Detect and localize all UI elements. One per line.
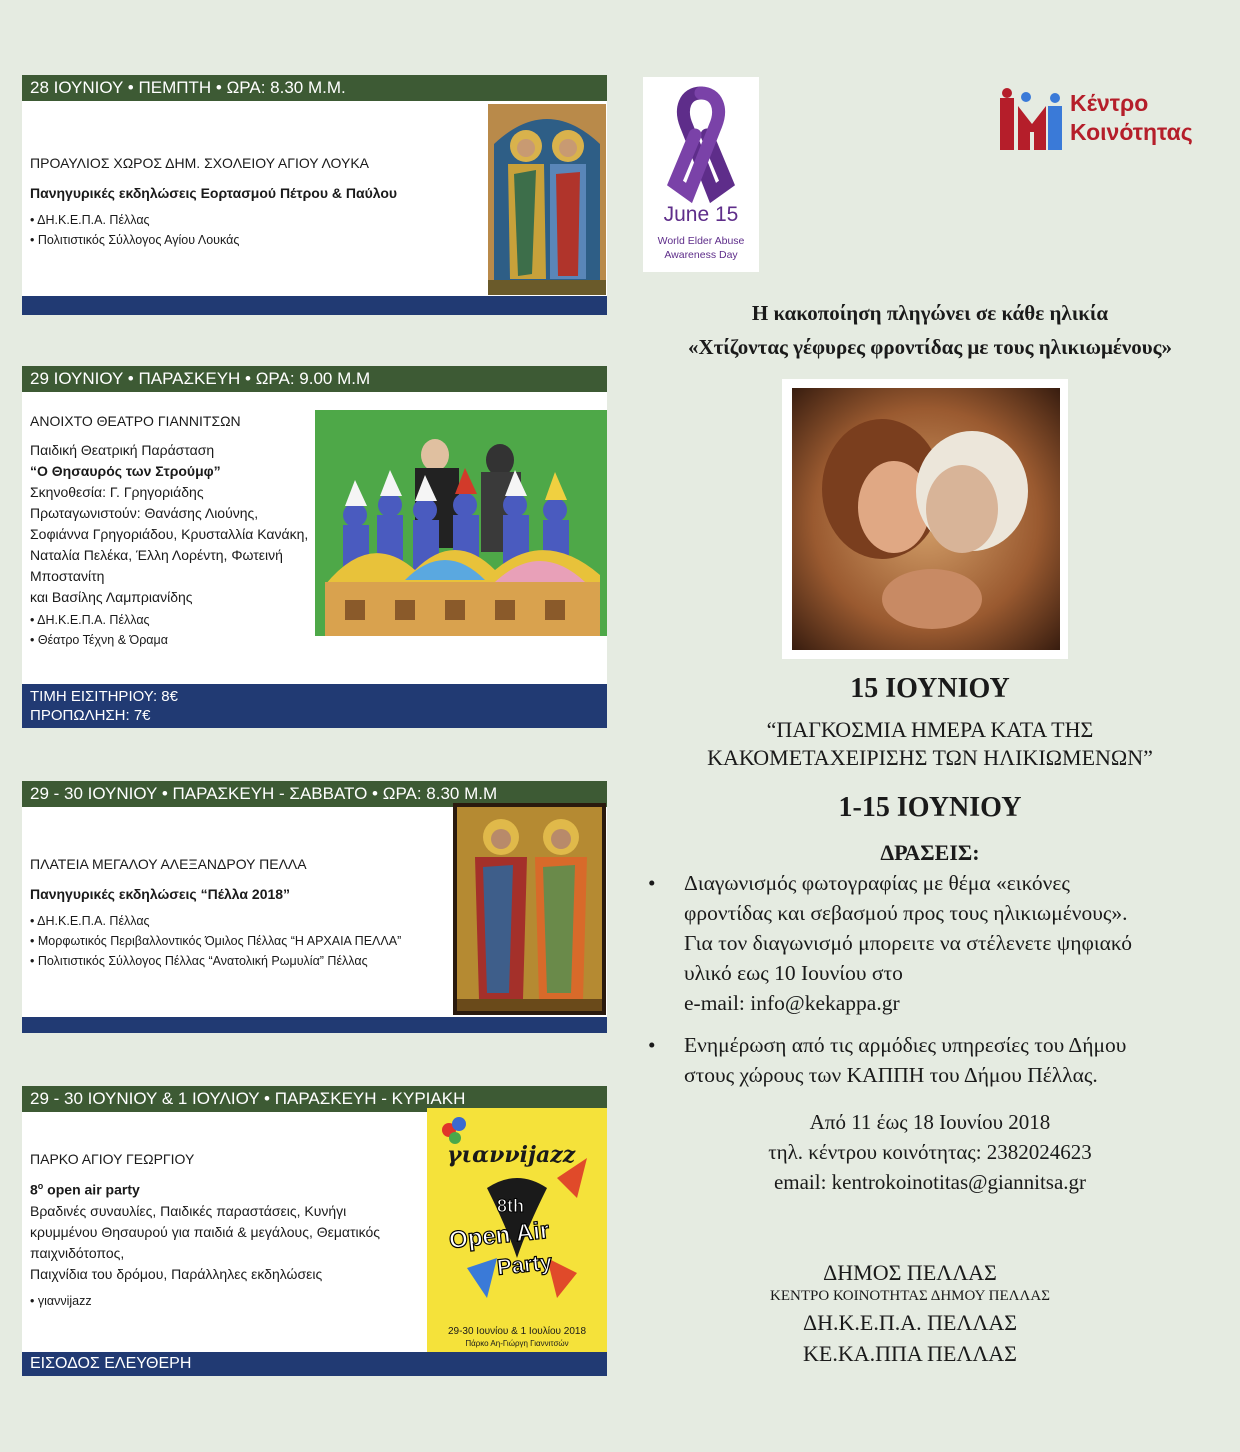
action-item — [648, 868, 1228, 1018]
people-logo-icon — [998, 88, 1064, 154]
event-footer-bar — [22, 1352, 607, 1376]
icon-saints-peter-paul-image — [488, 104, 606, 295]
organizer-list — [30, 210, 490, 250]
organizer-item: • Πολιτιστικός Σύλλογος Αγίου Λουκάς — [30, 230, 490, 250]
event-header: 28 ΙΟΥΝΙΟΥ • ΠΕΜΠΤΗ • ΩΡΑ: 8.30 Μ.Μ. — [22, 75, 607, 101]
event-detail: Ναταλία Πελέκα, Έλλη Λορέντη, Φωτεινή — [30, 547, 283, 563]
day-date: 15 ΙΟΥΝΙΟΥ — [850, 673, 1010, 704]
event-venue: ΠΑΡΚΟ ΑΓΙΟΥ ΓΕΩΡΓΙΟΥ — [30, 1151, 195, 1167]
smurfs-play-image — [315, 410, 607, 636]
footer-line-1: ΔΗΜΟΣ ΠΕΛΛΑΣ — [823, 1260, 997, 1285]
event-title: Πανηγυρικές εκδηλώσεις Εορτασμού Πέτρου & Παύλου — [30, 185, 398, 201]
event-detail: κρυμμένου Θησαυρού για παιδιά & μεγάλους, Θεματικός — [30, 1223, 381, 1240]
event-body — [30, 1149, 430, 1311]
footer-line-3: ΔΗ.Κ.Ε.Π.Α. ΠΕΛΛΑΣ — [802, 1310, 1018, 1335]
poster-line-3: Party — [495, 1249, 554, 1280]
event-detail: Σκηνοθεσία: Γ. Γρηγοριάδης — [30, 484, 204, 500]
event-detail: Πρωταγωνιστούν: Θανάσης Λιούνης, — [30, 505, 259, 521]
organizer-footer — [580, 1259, 1240, 1369]
presale-price: ΠΡΟΠΩΛΗΣΗ: 7€ — [30, 707, 151, 724]
slogan-line-1: Η κακοποίηση πληγώνει σε κάθε ηλικία — [751, 301, 1109, 325]
ticket-price: ΤΙΜΗ ΕΙΣΙΤΗΡΙΟΥ: 8€ — [30, 688, 178, 705]
actions-list — [648, 868, 1228, 1090]
event-footer-bar — [22, 684, 607, 728]
purple-ribbon-icon — [643, 83, 759, 213]
poster-logo: γιαννijazz — [447, 1142, 576, 1168]
organizer-list — [30, 610, 340, 650]
day-line-2: ΚΑΚΟΜΕΤΑΧΕΙΡΙΣΗΣ ΤΩΝ ΗΛΙΚΙΩΜΕΝΩΝ” — [707, 745, 1153, 770]
contact-dates: Από 11 έως 18 Ιουνίου 2018 — [809, 1110, 1051, 1134]
event-footer-bar — [22, 296, 607, 315]
event-title: Πανηγυρικές εκδηλώσεις “Πέλλα 2018” — [30, 886, 291, 902]
event-title-ordinal: ο — [37, 1181, 44, 1191]
event-body — [30, 411, 340, 650]
footer-line-4: ΚΕ.ΚΑ.ΠΠΑ ΠΕΛΛΑΣ — [803, 1341, 1017, 1366]
contact-block — [620, 1107, 1240, 1197]
action-line: Διαγωνισμός φωτογραφίας με θέμα «εικόνες — [684, 871, 1070, 895]
poster-dates: 29-30 Ιουνίου & 1 Ιουλίου 2018 — [447, 1326, 587, 1337]
logo-line-1: Κέντρο — [1070, 90, 1149, 116]
poster-line-1: 8th — [497, 1196, 524, 1216]
organizer-item: • ΔΗ.Κ.Ε.Π.Α. Πέλλας — [30, 610, 340, 630]
event-header: 29 - 30 ΙΟΥΝΙΟΥ • ΠΑΡΑΣΚΕΥΗ - ΣΑΒΒΑΤΟ • ΩΡΑ: 8.30 Μ.Μ — [22, 781, 607, 807]
bullet-icon: • — [648, 871, 656, 895]
poster-line-2: Open Air — [447, 1216, 551, 1255]
event-body — [30, 153, 490, 250]
event-detail: και Βασίλης Λαμπριανίδης — [30, 589, 193, 605]
awareness-day-card — [643, 77, 759, 272]
contact-email[interactable]: email: kentrokoinotitas@giannitsa.gr — [773, 1170, 1087, 1194]
awareness-date: June 15 — [663, 203, 739, 226]
action-item — [648, 1030, 1228, 1090]
organizer-item: • ΔΗ.Κ.Ε.Π.Α. Πέλλας — [30, 911, 460, 931]
footer-line-2: ΚΕΝΤΡΟ ΚΟΙΝΟΤΗΤΑΣ ΔΗΜΟΥ ΠΕΛΛΑΣ — [770, 1288, 1050, 1304]
event-detail: Μποστανίτη — [30, 568, 105, 584]
organizer-list — [30, 1291, 430, 1311]
slogan — [620, 296, 1240, 364]
event-venue: ΠΛΑΤΕΙΑ ΜΕΓΑΛΟΥ ΑΛΕΞΑΝΔΡΟΥ ΠΕΛΛΑ — [30, 856, 307, 872]
event-body — [30, 854, 460, 971]
event-card-3 — [22, 781, 607, 1033]
day-title-block — [620, 672, 1240, 772]
organizer-item: • Μορφωτικός Περιβαλλοντικός Όμιλος Πέλλας “Η ΑΡΧΑΙΑ ΠΕΛΛΑ” — [30, 931, 460, 951]
event-title: “Ο Θησαυρός των Στρούμφ” — [30, 463, 221, 479]
event-detail: Βραδινές συναυλίες, Παιδικές παραστάσεις, Κυνήγι — [30, 1202, 347, 1219]
event-title-text: open air party — [43, 1181, 140, 1198]
organizer-item: • Θέατρο Τέχνη & Όραμα — [30, 630, 340, 650]
event-header: 29 - 30 ΙΟΥΝΙΟΥ & 1 ΙΟΥΛΙΟΥ • ΠΑΡΑΣΚΕΥΗ - ΚΥΡΙΑΚΗ — [22, 1086, 607, 1112]
action-line: στους χώρους των ΚΑΠΠΗ του Δήμου Πέλλας. — [684, 1063, 1098, 1087]
actions-title: ΔΡΑΣΕΙΣ: — [880, 840, 980, 865]
elder-care-photo — [782, 379, 1068, 659]
event-card-2 — [22, 366, 607, 728]
action-line: φροντίδας και σεβασμού προς τους ηλικιωμένους». — [684, 901, 1128, 925]
community-center-logo — [998, 86, 1228, 156]
event-card-1 — [22, 75, 607, 315]
event-subtitle: Παιδική Θεατρική Παράσταση — [30, 442, 215, 458]
action-line: Ενημέρωση από τις αρμόδιες υπηρεσίες του Δήμου — [684, 1033, 1127, 1057]
action-line: Για τον διαγωνισμό μπορειτε να στέλενετε ψηφιακό — [684, 931, 1133, 955]
event-detail: Παιχνίδια του δρόμου, Παράλληλες εκδηλώσεις — [30, 1265, 323, 1282]
event-title-number: 8 — [30, 1181, 38, 1198]
slogan-line-2: «Χτίζοντας γέφυρες φροντίδας με τους ηλικιωμένους» — [687, 335, 1173, 359]
action-email[interactable]: e-mail: info@kekappa.gr — [684, 991, 900, 1015]
organizer-item: • Πολιτιστικός Σύλλογος Πέλλας “Ανατολική Ρωμυλία” Πέλλας — [30, 951, 460, 971]
event-footer-bar — [22, 1017, 607, 1033]
event-venue: ΠΡΟΑΥΛΙΟΣ ΧΩΡΟΣ ΔΗΜ. ΣΧΟΛΕΙΟΥ ΑΓΙΟΥ ΛΟΥΚΑ — [30, 155, 370, 171]
event-header: 29 ΙΟΥΝΙΟΥ • ΠΑΡΑΣΚΕΥΗ • ΩΡΑ: 9.00 Μ.Μ — [22, 366, 607, 392]
event-card-4 — [22, 1086, 607, 1376]
day-line-1: “ΠΑΓΚΟΣΜΙΑ ΗΜΕΡΑ ΚΑΤΑ ΤΗΣ — [766, 717, 1094, 742]
free-entry-label: ΕΙΣΟΔΟΣ ΕΛΕΥΘΕΡΗ — [30, 1355, 192, 1372]
action-line: υλικό εως 10 Ιουνίου στο — [684, 961, 903, 985]
awareness-line-1: World Elder Abuse — [657, 235, 745, 247]
event-venue: ΑΝΟΙΧΤΟ ΘΕΑΤΡΟ ΓΙΑΝΝΙΤΣΩΝ — [30, 413, 241, 429]
icon-saints-paul-peter-image — [453, 803, 606, 1015]
period-title: 1-15 ΙΟΥΝΙΟΥ — [838, 792, 1022, 823]
organizer-list — [30, 911, 460, 971]
poster-place: Πάρκο Αη-Γιώργη Γιαννιτσών — [465, 1339, 569, 1348]
event-detail: παιχνιδότοπος, — [30, 1244, 125, 1261]
bullet-icon: • — [648, 1033, 656, 1057]
awareness-line-2: Awareness Day — [664, 249, 738, 261]
organizer-item: • ΔΗ.Κ.Ε.Π.Α. Πέλλας — [30, 210, 490, 230]
event-detail: Σοφιάννα Γρηγοριάδου, Κρυσταλλία Κανάκη, — [30, 526, 309, 542]
contact-phone[interactable]: τηλ. κέντρου κοινότητας: 2382024623 — [768, 1140, 1092, 1164]
event-title — [30, 1176, 430, 1201]
organizer-item: • γιαννijazz — [30, 1291, 430, 1311]
logo-line-2: Κοινότητας — [1070, 119, 1193, 145]
